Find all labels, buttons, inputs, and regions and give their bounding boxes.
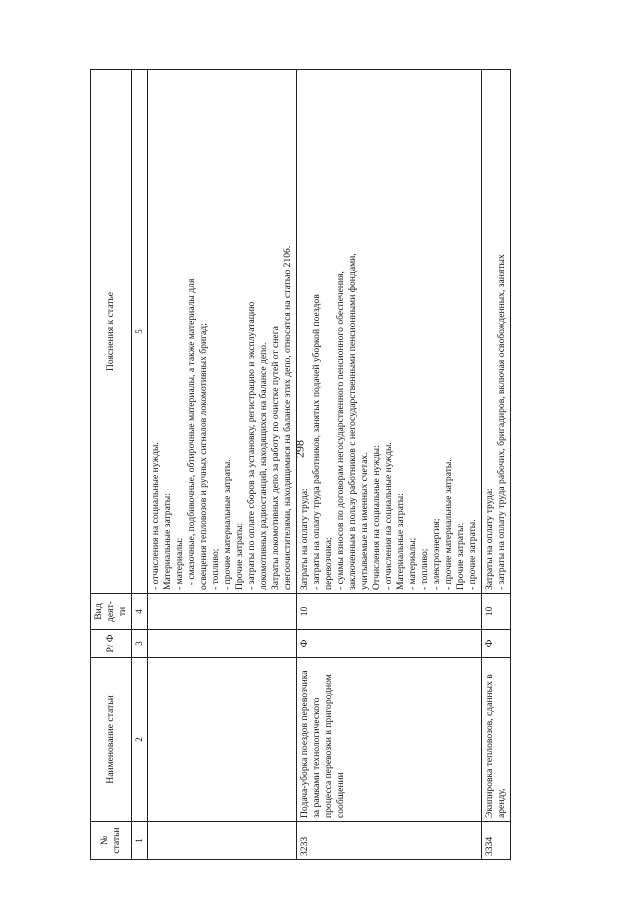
header-explanation: Пояснения к статье bbox=[91, 70, 132, 594]
explanation-line: локомотивных радиостанций, находящихся на балансе депо. bbox=[258, 342, 270, 590]
item-name: Экипировка тепловозов, сданных в аренду, bbox=[481, 658, 510, 822]
item-activity-type bbox=[148, 594, 297, 630]
explanation-line: - прочие материальные затраты. bbox=[442, 459, 454, 590]
cost-items-table bbox=[90, 69, 511, 860]
explanation-line: - суммы взносов по договорам негосударственного пенсионного обеспечения, bbox=[334, 271, 346, 590]
explanation-line: заключенным в пользу работников с негосударственными пенсионными фондами, bbox=[346, 253, 358, 590]
explanation-line: Прочие затраты: bbox=[234, 522, 246, 590]
explanation-line: - отчисления на социальные нужды. bbox=[382, 442, 394, 590]
item-rf: Ф bbox=[481, 630, 510, 658]
explanation-line: Затраты на оплату труда: bbox=[483, 488, 495, 590]
explanation-line: - затраты на оплату труда работников, занятых подачей уборкой поездов bbox=[311, 294, 322, 590]
item-explanation bbox=[148, 70, 297, 594]
item-number: 3334 bbox=[481, 822, 510, 860]
explanation-line: Затраты на оплату труда: bbox=[299, 488, 311, 590]
explanation-line: Материальные затраты: bbox=[394, 493, 406, 590]
header-item-number: № статьи bbox=[91, 822, 132, 860]
header-item-name: Наименование статьи bbox=[91, 658, 132, 822]
explanation-line: - смазочные, подбивочные, обтирочные материалы, а также материалы для bbox=[186, 278, 198, 590]
explanation-line: - материалы: bbox=[174, 537, 186, 590]
explanation-line: перевозчика; bbox=[322, 537, 334, 590]
explanation-line: Отчисления на социальные нужды: bbox=[370, 445, 382, 590]
item-name: Подача-уборка поездов перевозчика за рамками технологического процесса перевозки в пригородном сообщении bbox=[297, 658, 482, 822]
item-activity-type: 10 bbox=[297, 594, 482, 630]
item-name bbox=[148, 658, 297, 822]
table-header-row bbox=[91, 70, 132, 860]
explanation-line: освещения тепловозов и ручных сигналов локомотивных бригад; bbox=[198, 323, 210, 590]
item-number bbox=[148, 822, 297, 860]
table-row bbox=[148, 70, 297, 860]
explanation-line: - отчисления на социальные нужды. bbox=[150, 442, 162, 590]
item-rf bbox=[148, 630, 297, 658]
explanation-line: - прочие затраты. bbox=[466, 519, 478, 590]
explanation-line: - электроэнергия; bbox=[430, 518, 442, 590]
explanation-line: Затраты локомотивных депо за работу по очистке путей от снега bbox=[270, 326, 282, 590]
column-index: 2 bbox=[131, 658, 147, 822]
page-number: 298 bbox=[292, 440, 307, 458]
table-row bbox=[297, 70, 482, 860]
column-index-row bbox=[131, 70, 147, 860]
item-rf: Ф bbox=[297, 630, 482, 658]
explanation-line: Прочие затраты: bbox=[454, 522, 466, 590]
column-index: 1 bbox=[131, 822, 147, 860]
explanation-line: - материалы; bbox=[406, 537, 418, 590]
explanation-line: - топливо; bbox=[210, 548, 222, 590]
column-index: 4 bbox=[131, 594, 147, 630]
explanation-line: Материальные затраты: bbox=[162, 493, 174, 590]
item-number: 3233 bbox=[297, 822, 482, 860]
header-activity-type: Вид деят-ти bbox=[91, 594, 132, 630]
item-explanation bbox=[297, 70, 482, 594]
explanation-line: - прочие материальные затраты. bbox=[222, 459, 234, 590]
table-row bbox=[481, 70, 510, 860]
header-rf: Р/ Ф bbox=[91, 630, 132, 658]
explanation-line: - затраты на оплату труда рабочих, бригадиров, включая освобожденных, занятых bbox=[495, 254, 507, 590]
explanation-line: - затраты по оплате сборов за установку, регистрацию и эксплуатацию bbox=[246, 301, 258, 590]
explanation-line: снегоочистителями, находящимися на балансе этих депо, относятся на статью 2106. bbox=[282, 245, 294, 590]
column-index: 5 bbox=[131, 70, 147, 594]
explanation-line: - топливо; bbox=[418, 548, 430, 590]
column-index: 3 bbox=[131, 630, 147, 658]
item-explanation bbox=[481, 70, 510, 594]
rotated-page-content bbox=[90, 70, 610, 860]
item-activity-type: 10 bbox=[481, 594, 510, 630]
explanation-line: учитываемые на именных счетах. bbox=[358, 452, 370, 590]
